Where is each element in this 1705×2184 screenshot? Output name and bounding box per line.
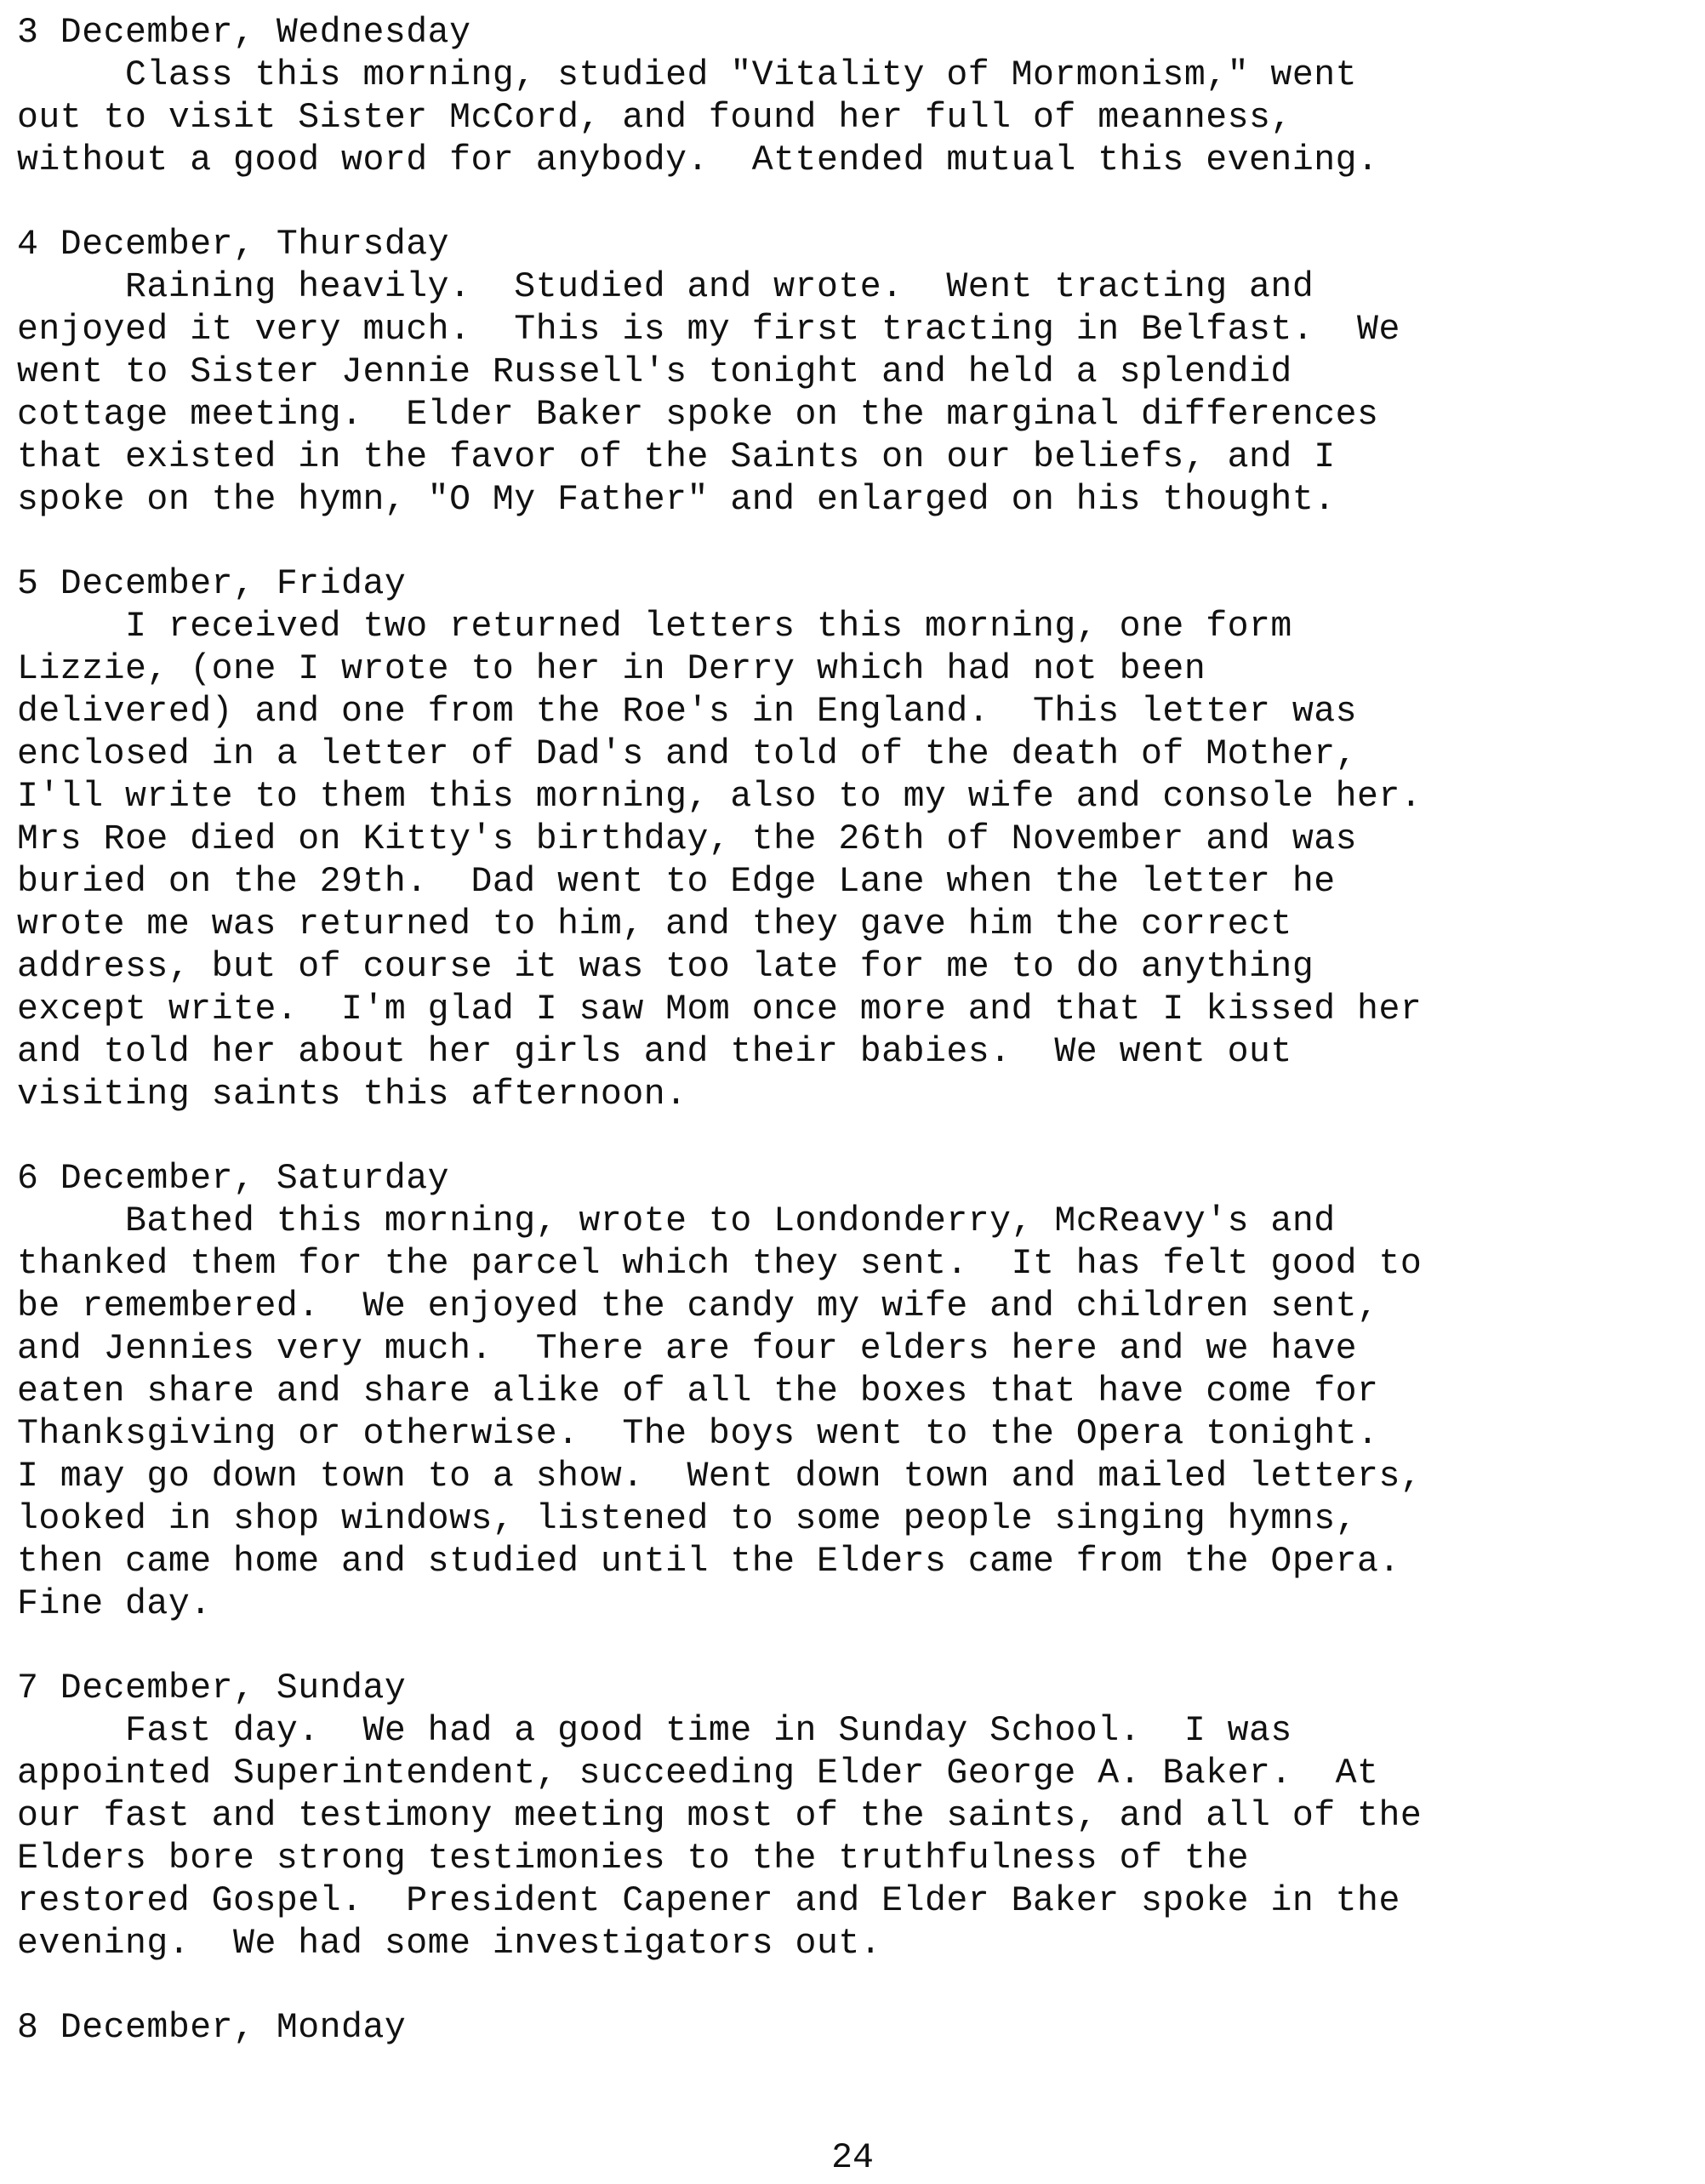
entry-line: eaten share and share alike of all the boxes that have come for bbox=[17, 1371, 1379, 1411]
diary-entry-dec-4 bbox=[17, 224, 1697, 522]
diary-entry-dec-5 bbox=[17, 563, 1697, 1116]
entry-line: Fine day. bbox=[17, 1584, 212, 1624]
entry-line: spoke on the hymn, "O My Father" and enlarged on his thought. bbox=[17, 480, 1336, 520]
entry-line: out to visit Sister McCord, and found her full of meanness, bbox=[17, 98, 1292, 138]
entry-line: delivered) and one from the Roe's in England. This letter was bbox=[17, 692, 1358, 732]
entry-heading: 4 December, Thursday bbox=[17, 225, 450, 265]
entry-line: Bathed this morning, wrote to Londonderry, McReavy's and bbox=[17, 1201, 1336, 1241]
entry-line: our fast and testimony meeting most of the saints, and all of the bbox=[17, 1796, 1423, 1836]
entry-line: address, but of course it was too late for me to do anything bbox=[17, 947, 1314, 987]
entry-line: and Jennies very much. There are four elders here and we have bbox=[17, 1329, 1358, 1369]
diary-entry-dec-8 bbox=[17, 2007, 1697, 2050]
entry-heading: 8 December, Monday bbox=[17, 2008, 407, 2048]
entry-line: except write. I'm glad I saw Mom once more and that I kissed her bbox=[17, 989, 1423, 1029]
entry-line: without a good word for anybody. Attended mutual this evening. bbox=[17, 140, 1379, 180]
diary-entry-dec-6 bbox=[17, 1158, 1697, 1626]
entry-line: I'll write to them this morning, also to my wife and console her. bbox=[17, 777, 1423, 817]
entry-line: enjoyed it very much. This is my first tracting in Belfast. We bbox=[17, 310, 1400, 350]
diary-entry-dec-3 bbox=[17, 12, 1697, 182]
entry-line: restored Gospel. President Capener and Elder Baker spoke in the bbox=[17, 1881, 1400, 1921]
entry-line: enclosed in a letter of Dad's and told of the death of Mother, bbox=[17, 734, 1358, 774]
entry-line: then came home and studied until the Elders came from the Opera. bbox=[17, 1542, 1400, 1582]
diary-entry-dec-7 bbox=[17, 1668, 1697, 1965]
entry-line: evening. We had some investigators out. bbox=[17, 1924, 882, 1964]
entry-line: looked in shop windows, listened to some people singing hymns, bbox=[17, 1499, 1358, 1539]
entry-line: visiting saints this afternoon. bbox=[17, 1075, 687, 1115]
entry-heading: 7 December, Sunday bbox=[17, 1668, 407, 1708]
page-number: 24 bbox=[831, 2138, 874, 2178]
entry-line: Raining heavily. Studied and wrote. Went tracting and bbox=[17, 267, 1314, 307]
entry-line: buried on the 29th. Dad went to Edge Lane when the letter he bbox=[17, 862, 1336, 902]
entry-heading: 6 December, Saturday bbox=[17, 1159, 450, 1199]
entry-heading: 3 December, Wednesday bbox=[17, 13, 471, 53]
diary-page bbox=[17, 12, 1697, 2091]
entry-line: wrote me was returned to him, and they gave him the correct bbox=[17, 904, 1292, 944]
entry-heading: 5 December, Friday bbox=[17, 564, 407, 604]
entry-line: thanked them for the parcel which they sent. It has felt good to bbox=[17, 1244, 1423, 1284]
entry-line: cottage meeting. Elder Baker spoke on the marginal differences bbox=[17, 395, 1379, 435]
entry-line: Thanksgiving or otherwise. The boys went to the Opera tonight. bbox=[17, 1414, 1379, 1454]
entry-line: be remembered. We enjoyed the candy my wife and children sent, bbox=[17, 1286, 1379, 1326]
entry-line: Class this morning, studied "Vitality of Mormonism," went bbox=[17, 55, 1358, 95]
entry-line: appointed Superintendent, succeeding Elder George A. Baker. At bbox=[17, 1753, 1379, 1793]
entry-line: Mrs Roe died on Kitty's birthday, the 26th of November and was bbox=[17, 819, 1358, 859]
entry-line: I received two returned letters this morning, one form bbox=[17, 607, 1292, 647]
entry-line: that existed in the favor of the Saints on our beliefs, and I bbox=[17, 437, 1336, 477]
entry-line: and told her about her girls and their babies. We went out bbox=[17, 1032, 1292, 1072]
entry-line: I may go down town to a show. Went down town and mailed letters, bbox=[17, 1457, 1423, 1497]
entry-line: Lizzie, (one I wrote to her in Derry which had not been bbox=[17, 649, 1206, 689]
entry-line: Fast day. We had a good time in Sunday School. I was bbox=[17, 1711, 1292, 1751]
entry-line: Elders bore strong testimonies to the truthfulness of the bbox=[17, 1839, 1250, 1879]
entry-line: went to Sister Jennie Russell's tonight and held a splendid bbox=[17, 352, 1292, 392]
